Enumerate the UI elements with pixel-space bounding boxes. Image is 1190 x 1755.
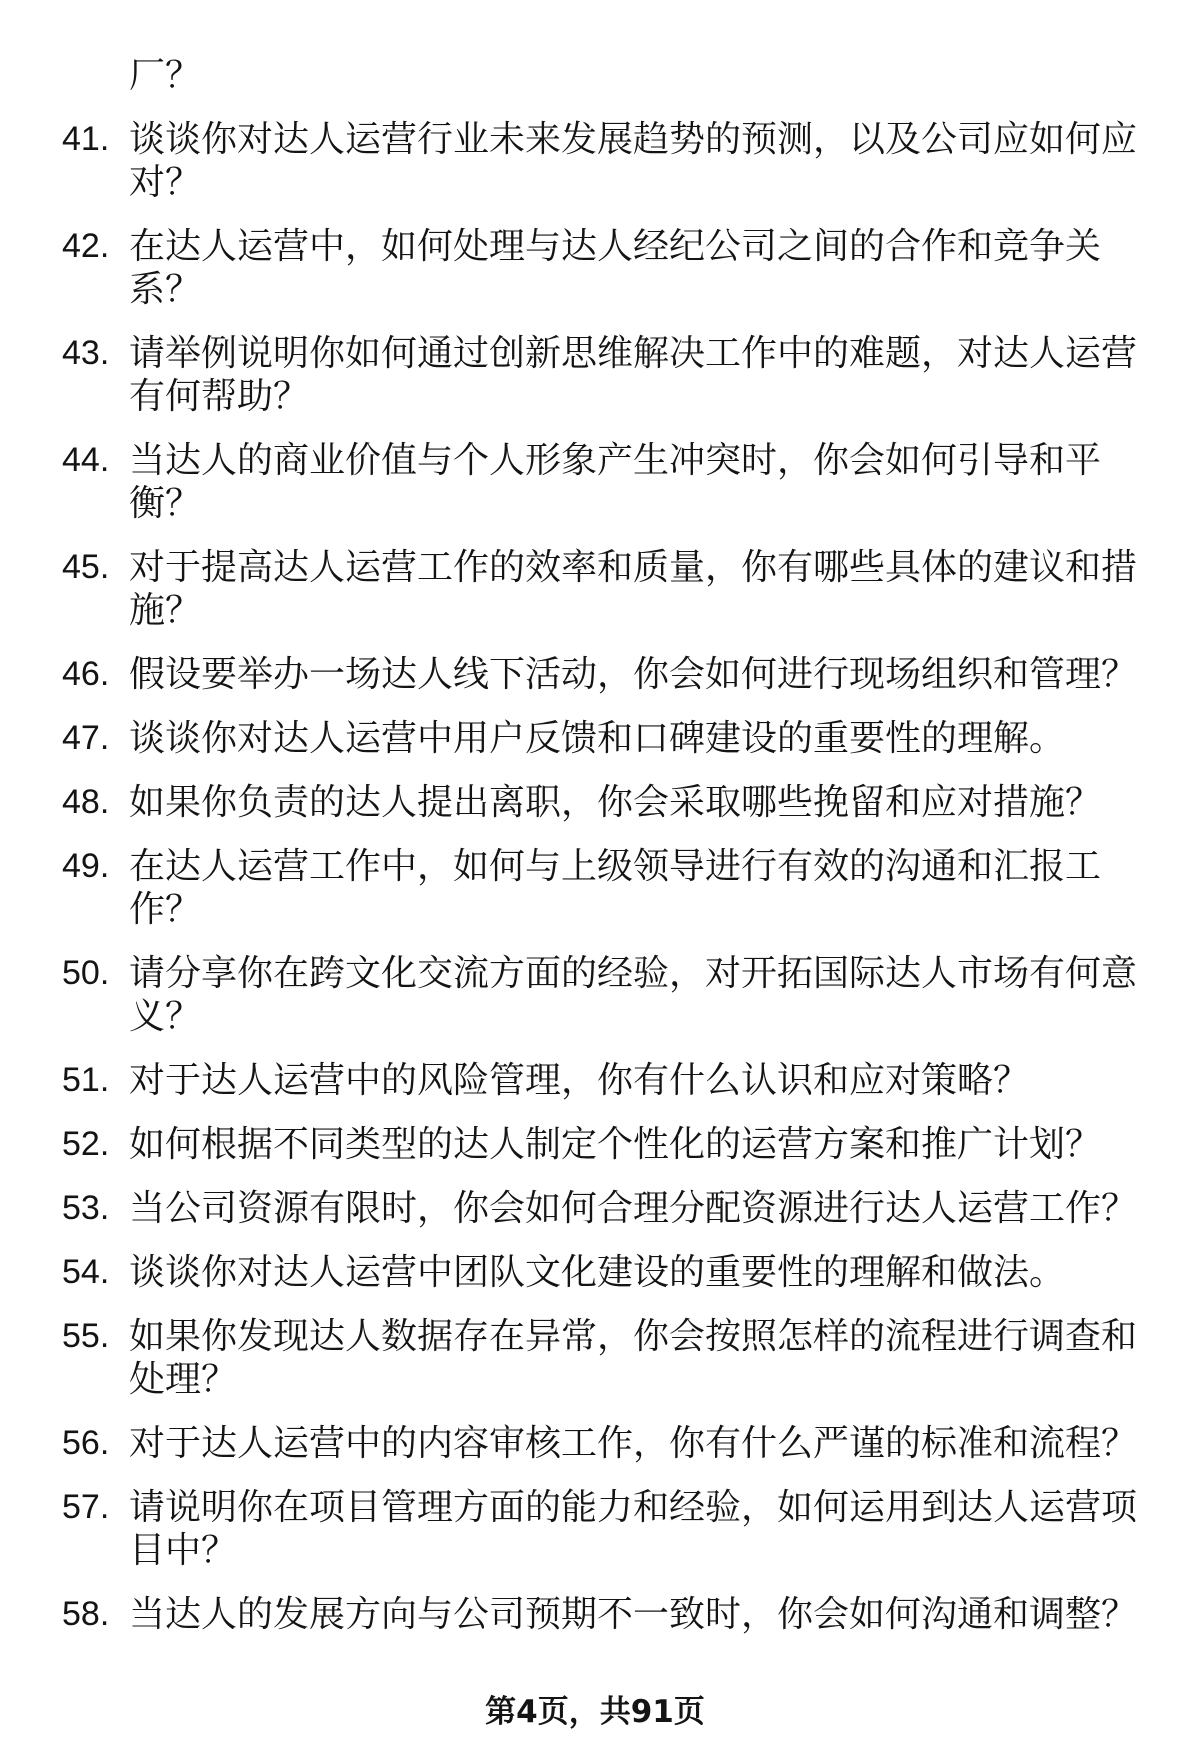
question-item [0, 1486, 1190, 1572]
question-text: 谈谈你对达人运营中团队文化建设的重要性的理解和做法。 [129, 1252, 1066, 1293]
question-text: 当公司资源有限时，你会如何合理分配资源进行达人运营工作？ [129, 1188, 1138, 1229]
question-item [0, 439, 1190, 525]
question-text: 请举例说明你如何通过创新思维解决工作中的难题，对达人运营有何帮助？ [129, 333, 1138, 417]
question-text: 对于达人运营中的风险管理，你有什么认识和应对策略？ [129, 1060, 1030, 1101]
question-item [0, 952, 1190, 1038]
question-text: 对于达人运营中的内容审核工作，你有什么严谨的标准和流程？ [129, 1423, 1138, 1464]
question-text: 对于提高达人运营工作的效率和质量，你有哪些具体的建议和措施？ [129, 547, 1138, 631]
question-text: 当达人的发展方向与公司预期不一致时，你会如何沟通和调整？ [129, 1594, 1138, 1635]
question-text: 如果你负责的达人提出离职，你会采取哪些挽留和应对措施？ [129, 782, 1102, 823]
question-item [0, 225, 1190, 311]
question-item [0, 1123, 1190, 1166]
question-number: 57. [62, 1488, 110, 1526]
question-item [0, 1187, 1190, 1230]
question-number: 51. [62, 1061, 110, 1099]
question-text: 当达人的商业价值与个人形象产生冲突时，你会如何引导和平衡？ [129, 440, 1102, 524]
question-number: 54. [62, 1253, 110, 1291]
question-text: 假设要举办一场达人线下活动，你会如何进行现场组织和管理？ [129, 654, 1138, 695]
question-continuation [0, 54, 1190, 97]
question-text: 请说明你在项目管理方面的能力和经验，如何运用到达人运营项目中？ [129, 1487, 1138, 1571]
question-number: 45. [62, 548, 110, 586]
question-number: 41. [62, 120, 110, 158]
question-number: 49. [62, 847, 110, 885]
question-number: 42. [62, 227, 110, 265]
question-item [0, 1422, 1190, 1465]
question-number: 58. [62, 1595, 110, 1633]
question-text: 在达人运营中，如何处理与达人经纪公司之间的合作和竞争关系？ [129, 226, 1102, 310]
question-item [0, 1251, 1190, 1294]
question-item [0, 717, 1190, 760]
question-item [0, 845, 1190, 931]
question-item [0, 1059, 1190, 1102]
question-text: 谈谈你对达人运营中用户反馈和口碑建设的重要性的理解。 [129, 718, 1066, 759]
question-text: 谈谈你对达人运营行业未来发展趋势的预测，以及公司应如何应对？ [129, 119, 1138, 203]
question-number: 44. [62, 441, 110, 479]
question-text: 如何根据不同类型的达人制定个性化的运营方案和推广计划？ [129, 1124, 1102, 1165]
question-number: 48. [62, 783, 110, 821]
question-text: 厂？ [129, 55, 202, 96]
question-number: 56. [62, 1424, 110, 1462]
question-item [0, 332, 1190, 418]
question-number: 43. [62, 334, 110, 372]
question-item [0, 653, 1190, 696]
question-item [0, 1593, 1190, 1636]
question-number: 55. [62, 1317, 110, 1355]
page-footer: 第4页，共91页 [485, 1694, 705, 1730]
question-item [0, 118, 1190, 204]
question-item [0, 781, 1190, 824]
question-text: 请分享你在跨文化交流方面的经验，对开拓国际达人市场有何意义？ [129, 953, 1138, 1037]
question-item [0, 1315, 1190, 1401]
question-text: 在达人运营工作中，如何与上级领导进行有效的沟通和汇报工作？ [129, 846, 1102, 930]
question-text: 如果你发现达人数据存在异常，你会按照怎样的流程进行调查和处理？ [129, 1316, 1138, 1400]
question-number: 53. [62, 1189, 110, 1227]
question-item [0, 546, 1190, 632]
question-number: 46. [62, 655, 110, 693]
question-number: 47. [62, 719, 110, 757]
question-number: 50. [62, 954, 110, 992]
question-number: 52. [62, 1125, 110, 1163]
question-list [0, 54, 1190, 1657]
